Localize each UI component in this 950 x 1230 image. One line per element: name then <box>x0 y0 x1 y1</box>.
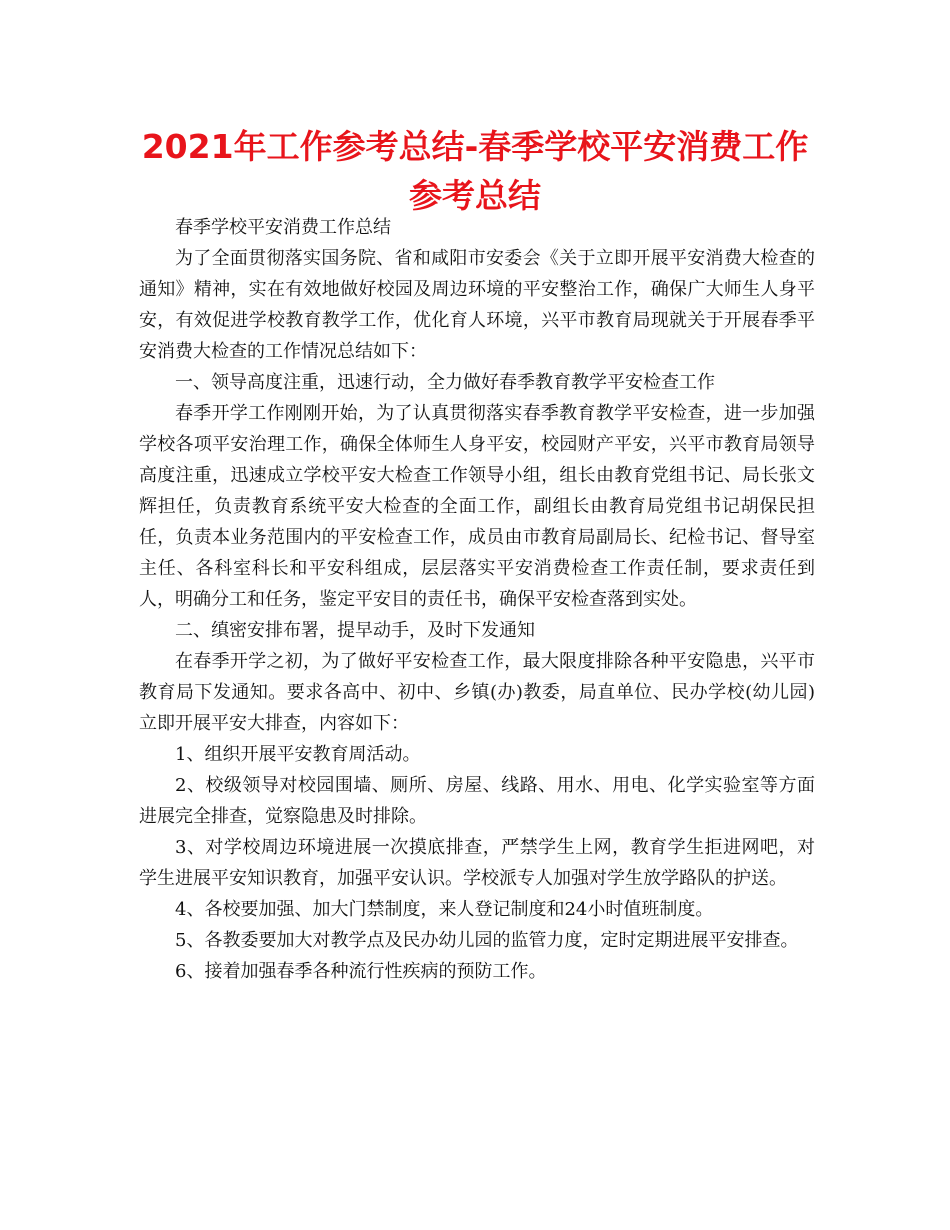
list-item: 5、各教委要加大对教学点及民办幼儿园的监管力度，定时定期进展平安排查。 <box>175 930 799 951</box>
list-item: 2、校级领导对校园围墙、厕所、房屋、线路、用水、用电、化学实验室等方面进展完全排查，觉察隐患及时排除。 <box>139 775 815 827</box>
section-heading: 一、领导高度注重，迅速行动，全力做好春季教育教学平安检查工作 <box>175 372 715 393</box>
paragraph: 春季开学工作刚刚开始，为了认真贯彻落实春季教育教学平安检查，进一步加强学校各项平安治理工作，确保全体师生人身平安，校园财产平安，兴平市教育局领导高度注重，迅速成立学校平安大检查工作领导小组，组长由教育党组书记、局长张文辉担任，负责教育系统平安大检查的全面工作，副组长由教育局党组书记胡保民担任，负责本业务范围内的平安检查工作，成员由市教育局副局长、纪检书记、督导室主任、各科室科长和平安科组成，层层落实平安消费检查工作责任制，要求责任到人，明确分工和任务，鉴定平安目的责任书，确保平安检查落到实处。 <box>139 403 815 610</box>
section-heading: 二、缜密安排布署，提早动手，及时下发通知 <box>175 620 535 641</box>
document-body <box>139 212 815 987</box>
paragraph: 在春季开学之初，为了做好平安检查工作，最大限度排除各种平安隐患，兴平市教育局下发通知。要求各高中、初中、乡镇(办)教委，局直单位、民办学校(幼儿园)立即开展平安大排查，内容如下： <box>139 651 815 734</box>
list-item: 1、组织开展平安教育周活动。 <box>175 744 421 765</box>
list-item: 4、各校要加强、加大门禁制度，来人登记制度和24小时值班制度。 <box>175 899 714 920</box>
paragraph: 为了全面贯彻落实国务院、省和咸阳市安委会《关于立即开展平安消费大检查的通知》精神，实在有效地做好校园及周边环境的平安整治工作，确保广大师生人身平安，有效促进学校教育教学工作，优化育人环境，兴平市教育局现就关于开展春季平安消费大检查的工作情况总结如下： <box>139 248 815 362</box>
list-item: 3、对学校周边环境进展一次摸底排查，严禁学生上网，教育学生拒进网吧，对学生进展平安知识教育，加强平安认识。学校派专人加强对学生放学路队的护送。 <box>139 837 815 889</box>
document-title: 2021年工作参考总结-春季学校平安消费工作参考总结 <box>141 127 809 215</box>
paragraph: 春季学校平安消费工作总结 <box>175 217 391 238</box>
list-item: 6、接着加强春季各种流行性疾病的预防工作。 <box>175 961 547 982</box>
